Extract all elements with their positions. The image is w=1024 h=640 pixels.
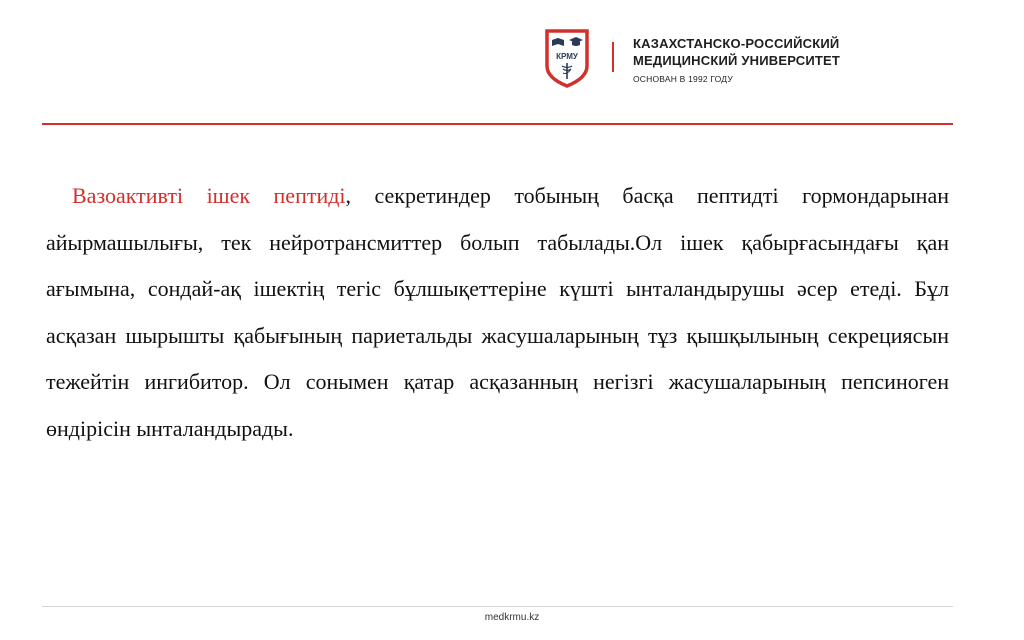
- slide-content: [46, 173, 949, 452]
- body-text: , секретиндер тобының басқа пептидті гормондарынан айырмашылығы, тек нейротрансмиттер болып табылады.Ол ішек қабырғасындағы қан ағымына, сондай-ақ ішектің тегіс бұлшықеттеріне күшті ынталандырушы әсер етеді. Бұл асқазан шырышты қабығының париетальды жасушаларының тұз қышқылының секрециясын тежейтін ингибитор. Ол сонымен қатар асқазанның негізгі жасушаларының пепсиноген өндірісін ынталандырады.: [46, 183, 949, 441]
- university-name-line1: КАЗАХСТАНСКО-РОССИЙСКИЙ: [633, 36, 840, 51]
- slide-header: [0, 0, 1024, 130]
- body-paragraph: [46, 173, 949, 452]
- university-logo: [543, 28, 591, 88]
- founded-text: ОСНОВАН В 1992 ГОДУ: [633, 74, 733, 84]
- university-name-line2: МЕДИЦИНСКИЙ УНИВЕРСИТЕТ: [633, 53, 841, 68]
- header-divider: [612, 42, 614, 72]
- header-rule: [42, 123, 953, 125]
- footer-rule: [42, 606, 953, 607]
- footer-site: medkrmu.kz: [484, 612, 540, 623]
- university-name-block: [633, 35, 840, 84]
- highlighted-term: Вазоактивті ішек пептиді: [72, 183, 346, 208]
- logo-text: КРМУ: [556, 52, 578, 61]
